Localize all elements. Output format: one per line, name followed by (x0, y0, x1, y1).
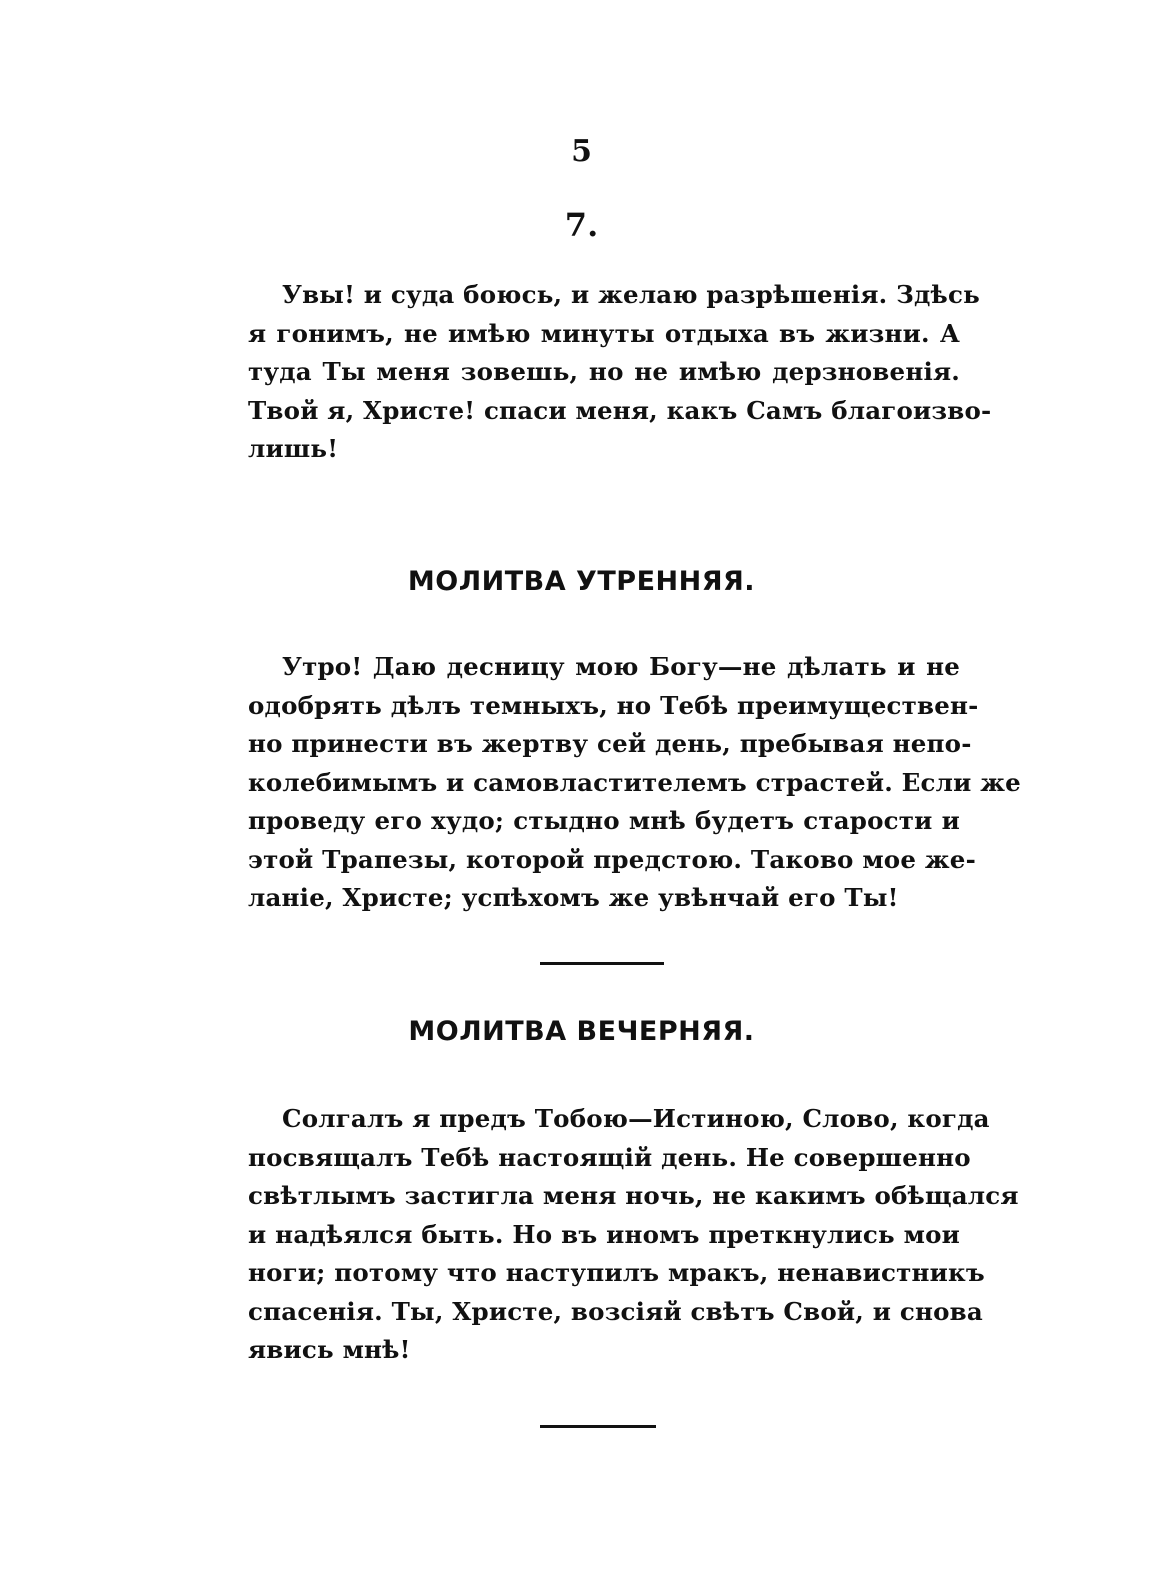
text-line: проведу его худо; стыдно мнѣ будетъ старости и (248, 806, 960, 835)
paragraph-morning-prayer (248, 648, 1021, 918)
text-line: ланіе, Христе; успѣхомъ же увѣнчай его Ты! (248, 883, 899, 912)
text-line: спасенія. Ты, Христе, возсіяй свѣтъ Свой, и снова (248, 1296, 983, 1326)
text-line: Солгалъ я предъ Тобою—Истиною, Слово, когда (282, 1104, 990, 1133)
text-line: лишь! (248, 434, 339, 463)
end-divider (540, 1425, 656, 1428)
text-line: свѣтлымъ застигла меня ночь, не какимъ обѣщался (248, 1181, 1019, 1210)
text-line: туда Ты меня зовешь, но не имѣю дерзновенія. (248, 357, 960, 386)
text-line: и надѣялся быть. Но въ иномъ преткнулись мои (248, 1219, 960, 1249)
section-number: 7. (564, 206, 599, 244)
section-divider (540, 962, 664, 965)
text-line: Твой я, Христе! спаси меня, какъ Самъ благоизво- (248, 395, 992, 425)
text-line: явись мнѣ! (248, 1335, 411, 1364)
text-line: я гонимъ, не имѣю минуты отдыха въ жизни. А (248, 318, 960, 348)
text-line: колебимымъ и самовластителемъ страстей. Если же (248, 767, 1021, 797)
text-line: посвящалъ Тебѣ настоящій день. Не совершенно (248, 1142, 971, 1172)
text-line: Увы! и суда боюсь, и желаю разрѣшенія. Здѣсь (282, 280, 980, 309)
heading-evening-prayer: МОЛИТВА ВЕЧЕРНЯЯ. (408, 1016, 755, 1047)
paragraph-prayer-7 (248, 276, 992, 469)
heading-morning-prayer: МОЛИТВА УТРЕННЯЯ. (407, 566, 756, 597)
text-line: Утро! Даю десницу мою Богу—не дѣлать и не (282, 652, 960, 681)
paragraph-evening-prayer (248, 1100, 1019, 1370)
text-line: но принести въ жертву сей день, пребывая непо- (248, 729, 972, 758)
text-line: ноги; потому что наступилъ мракъ, ненавистникъ (248, 1258, 985, 1287)
text-line: одобрять дѣлъ темныхъ, но Тебѣ преимуществен- (248, 690, 979, 720)
page-number: 5 (571, 134, 592, 169)
text-line: этой Трапезы, которой предстою. Таково мое же- (248, 844, 976, 874)
